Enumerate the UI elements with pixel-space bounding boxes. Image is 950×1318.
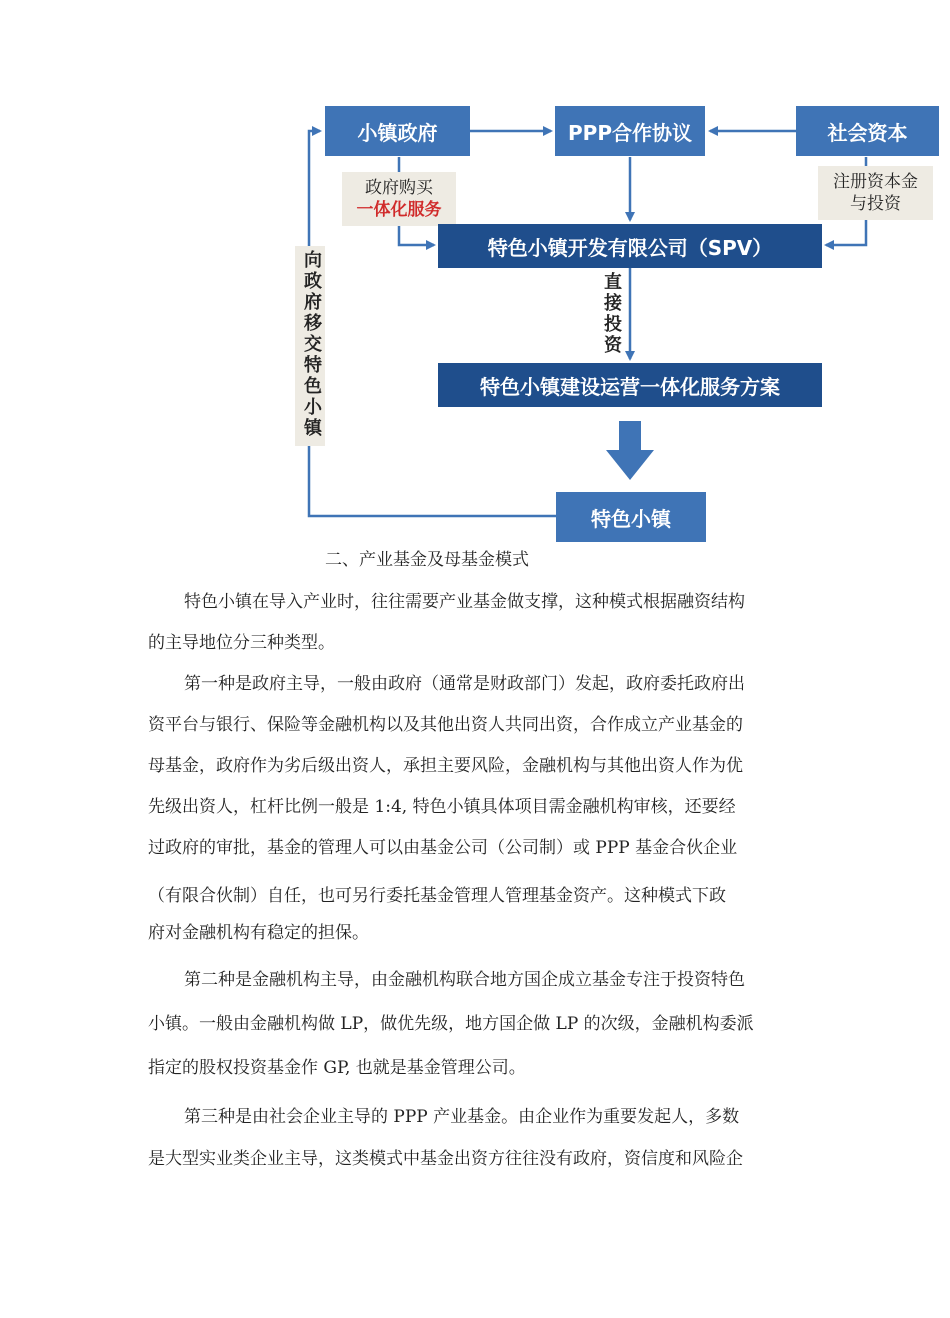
flow-diagram	[0, 0, 950, 545]
paragraph	[148, 582, 806, 664]
text-line: 府对金融机构有稳定的担保。	[148, 923, 369, 943]
text-line: 是大型实业类企业主导，这类模式中基金出资方往往没有政府，资信度和风险企	[148, 1149, 743, 1169]
text-line: 资平台与银行、保险等金融机构以及其他出资人共同出资，合作成立产业基金的	[148, 715, 743, 735]
transfer-label: 向政府移交特色小镇	[301, 250, 322, 439]
text-line: 过政府的审批，基金的管理人可以由基金公司（公司制）或 PPP 基金合伙企业	[148, 838, 738, 858]
note-highlight: 一体化服务	[356, 200, 442, 220]
diagram-connectors	[0, 0, 950, 545]
paragraph	[148, 664, 806, 869]
paragraph	[148, 958, 806, 1090]
text-line: 特色小镇在导入产业时，往往需要产业基金做支撑，这种模式根据融资结构	[184, 592, 745, 612]
note-text: 注册资本金	[833, 172, 918, 192]
text-line: 指定的股权投资基金作 GP, 也就是基金管理公司。	[148, 1058, 526, 1078]
text-line: 的主导地位分三种类型。	[148, 633, 335, 653]
ppp-box: PPP合作协议	[555, 106, 705, 156]
section-title: 二、产业基金及母基金模式	[325, 550, 529, 570]
capital-note	[818, 166, 933, 220]
text-line: （有限合伙制）自任，也可另行委托基金管理人管理基金资产。这种模式下政	[148, 886, 726, 906]
note-text: 政府购买	[365, 178, 433, 198]
down-arrow-icon	[606, 421, 654, 480]
note-text: 与投资	[850, 194, 901, 214]
gov-purchase-note	[342, 172, 456, 226]
text-line: 第一种是政府主导，一般由政府（通常是财政部门）发起，政府委托政府出	[184, 674, 745, 694]
paragraph	[148, 878, 806, 952]
text-line: 第二种是金融机构主导，由金融机构联合地方国企成立基金专注于投资特色	[184, 970, 745, 990]
text-line: 小镇。一般由金融机构做 LP，做优先级，地方国企做 LP 的次级，金融机构委派	[148, 1014, 754, 1034]
spv-box: 特色小镇开发有限公司（SPV）	[438, 224, 822, 268]
text-line: 第三种是由社会企业主导的 PPP 产业基金。由企业作为重要发起人，多数	[184, 1107, 740, 1127]
direct-invest-label: 直接投资	[601, 272, 622, 356]
text-line: 母基金，政府作为劣后级出资人，承担主要风险，金融机构与其他出资人作为优	[148, 756, 743, 776]
gov-box: 小镇政府	[325, 106, 470, 156]
plan-box: 特色小镇建设运营一体化服务方案	[438, 363, 822, 407]
text-line: 先级出资人，杠杆比例一般是 1:4, 特色小镇具体项目需金融机构审核，还要经	[148, 797, 736, 817]
town-box: 特色小镇	[556, 492, 706, 542]
capital-box: 社会资本	[796, 106, 939, 156]
paragraph	[148, 1096, 806, 1180]
